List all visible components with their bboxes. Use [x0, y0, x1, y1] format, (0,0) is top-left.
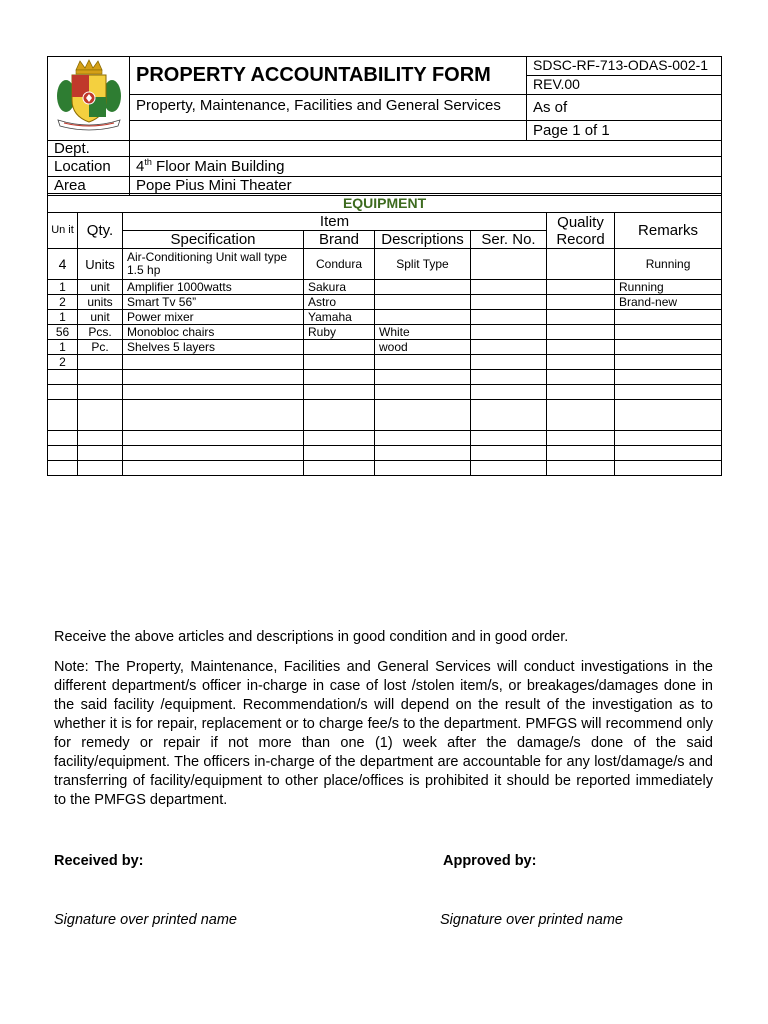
row-quality [547, 355, 615, 370]
item-header: Item [123, 213, 547, 231]
row-specification: Power mixer [123, 310, 304, 325]
row-description [375, 310, 471, 325]
row-qty: unit [78, 280, 123, 295]
location-label: Location [54, 157, 111, 175]
row-unit: 1 [48, 280, 78, 295]
equipment-section-title: EQUIPMENT [48, 194, 722, 213]
row-remarks [615, 340, 722, 355]
received-signature-caption: Signature over printed name [54, 912, 237, 928]
received-by-label: Received by: [54, 853, 144, 869]
descriptions-header: Descriptions [375, 231, 471, 249]
form-title-cell [130, 57, 527, 95]
row-qty: Pc. [78, 340, 123, 355]
row-qty: unit [78, 310, 123, 325]
receipt-statement: Receive the above articles and descriptions in good condition and in good order. [54, 629, 569, 645]
row-remarks: Brand-new [615, 295, 722, 310]
location-floor-suffix: th [144, 157, 152, 167]
row-serial [471, 310, 547, 325]
empty-row [48, 385, 722, 400]
row-quality [547, 310, 615, 325]
row-remarks [615, 355, 722, 370]
row-description [375, 280, 471, 295]
table-row [48, 340, 722, 355]
specification-header: Specification [123, 231, 304, 249]
row-unit: 1 [48, 310, 78, 325]
row-brand: Sakura [304, 280, 375, 295]
row-serial [471, 280, 547, 295]
row-serial [471, 340, 547, 355]
qty-header: Qty. [78, 213, 123, 249]
form-subtitle: Property, Maintenance, Facilities and General Services [136, 97, 501, 114]
row-quality [547, 280, 615, 295]
page-number: Page 1 of 1 [533, 121, 610, 139]
row-serial [471, 249, 547, 280]
dept-label-cell [48, 141, 130, 157]
row-brand: Condura [304, 249, 375, 280]
approved-signature-caption: Signature over printed name [440, 912, 623, 928]
row-specification [123, 355, 304, 370]
approved-by-label: Approved by: [443, 853, 537, 869]
row-qty: Pcs. [78, 325, 123, 340]
row-qty: Units [78, 249, 123, 280]
empty-row [48, 461, 722, 476]
empty-row [48, 370, 722, 385]
row-description: Split Type [375, 249, 471, 280]
area-value: Pope Pius Mini Theater [136, 177, 292, 194]
row-specification: Air-Conditioning Unit wall type 1.5 hp [123, 249, 304, 280]
subtitle-cell [130, 95, 527, 121]
row-unit: 1 [48, 340, 78, 355]
location-value [136, 158, 284, 175]
row-specification: Smart Tv 56” [123, 295, 304, 310]
row-qty [78, 355, 123, 370]
revision: REV.00 [533, 76, 580, 92]
table-row [48, 249, 722, 280]
row-serial [471, 355, 547, 370]
row-remarks: Running [615, 280, 722, 295]
row-specification: Monobloc chairs [123, 325, 304, 340]
doc-code-cell [527, 57, 722, 76]
form-title: PROPERTY ACCOUNTABILITY FORM [136, 64, 491, 86]
blank-subtitle-cell [130, 121, 527, 141]
revision-cell [527, 76, 722, 95]
page-cell [527, 121, 722, 141]
row-description: wood [375, 340, 471, 355]
row-remarks: Running [615, 249, 722, 280]
brand-header: Brand [304, 231, 375, 249]
table-row [48, 325, 722, 340]
location-label-cell [48, 157, 130, 177]
row-unit: 4 [48, 249, 78, 280]
row-quality [547, 340, 615, 355]
dept-label: Dept. [54, 140, 90, 157]
row-unit: 56 [48, 325, 78, 340]
row-remarks [615, 325, 722, 340]
dept-value-cell [130, 141, 722, 157]
serial-number-header: Ser. No. [471, 231, 547, 249]
note-paragraph: Note: The Property, Maintenance, Facilities and General Services will conduct investigations in the different department/s officer in-charge in case of lost /stolen item/s, or breakages/damages done in the said facility /equipment. Recommendation/s will depend on the result of the investigation as to whether it is for repair, replacement or to charge fee/s to the department. PMFGS will recommend only for remedy or repair if not more than one (1) week after the damage/s done of the said facility/equipment. The officers in-charge of the department are accountable for any lost/damage/s and transferring of facility/equipment to other place/offices is prohibited it should be reported immediately to the PMFGS department. [54, 659, 713, 808]
as-of-cell [527, 95, 722, 121]
row-specification: Shelves 5 layers [123, 340, 304, 355]
row-brand [304, 355, 375, 370]
table-row [48, 310, 722, 325]
empty-row [48, 446, 722, 461]
equipment-table [47, 193, 722, 476]
row-description [375, 295, 471, 310]
row-description [375, 355, 471, 370]
location-floor-number: 4 [136, 158, 145, 175]
doc-code: SDSC-RF-713-ODAS-002-1 [533, 57, 709, 73]
row-serial [471, 295, 547, 310]
row-remarks [615, 310, 722, 325]
row-quality [547, 295, 615, 310]
remarks-header: Remarks [615, 213, 722, 249]
location-floor-rest: Floor Main Building [151, 158, 285, 175]
row-quality [547, 249, 615, 280]
row-quality [547, 325, 615, 340]
row-serial [471, 325, 547, 340]
unit-header: Un it [48, 213, 78, 249]
row-specification: Amplifier 1000watts [123, 280, 304, 295]
empty-row [48, 431, 722, 446]
empty-row [48, 400, 722, 431]
logo-cell [48, 57, 130, 141]
row-brand: Astro [304, 295, 375, 310]
quality-record-header: Quality Record [547, 213, 615, 249]
row-unit: 2 [48, 295, 78, 310]
table-row [48, 280, 722, 295]
form-header [47, 56, 722, 196]
row-description: White [375, 325, 471, 340]
row-unit: 2 [48, 355, 78, 370]
row-brand: Yamaha [304, 310, 375, 325]
table-row [48, 295, 722, 310]
table-row [48, 355, 722, 370]
row-brand [304, 340, 375, 355]
school-crest-logo [52, 58, 126, 134]
row-brand: Ruby [304, 325, 375, 340]
area-label: Area [54, 177, 86, 194]
location-value-cell [130, 157, 722, 177]
row-qty: units [78, 295, 123, 310]
as-of: As of [533, 98, 568, 116]
